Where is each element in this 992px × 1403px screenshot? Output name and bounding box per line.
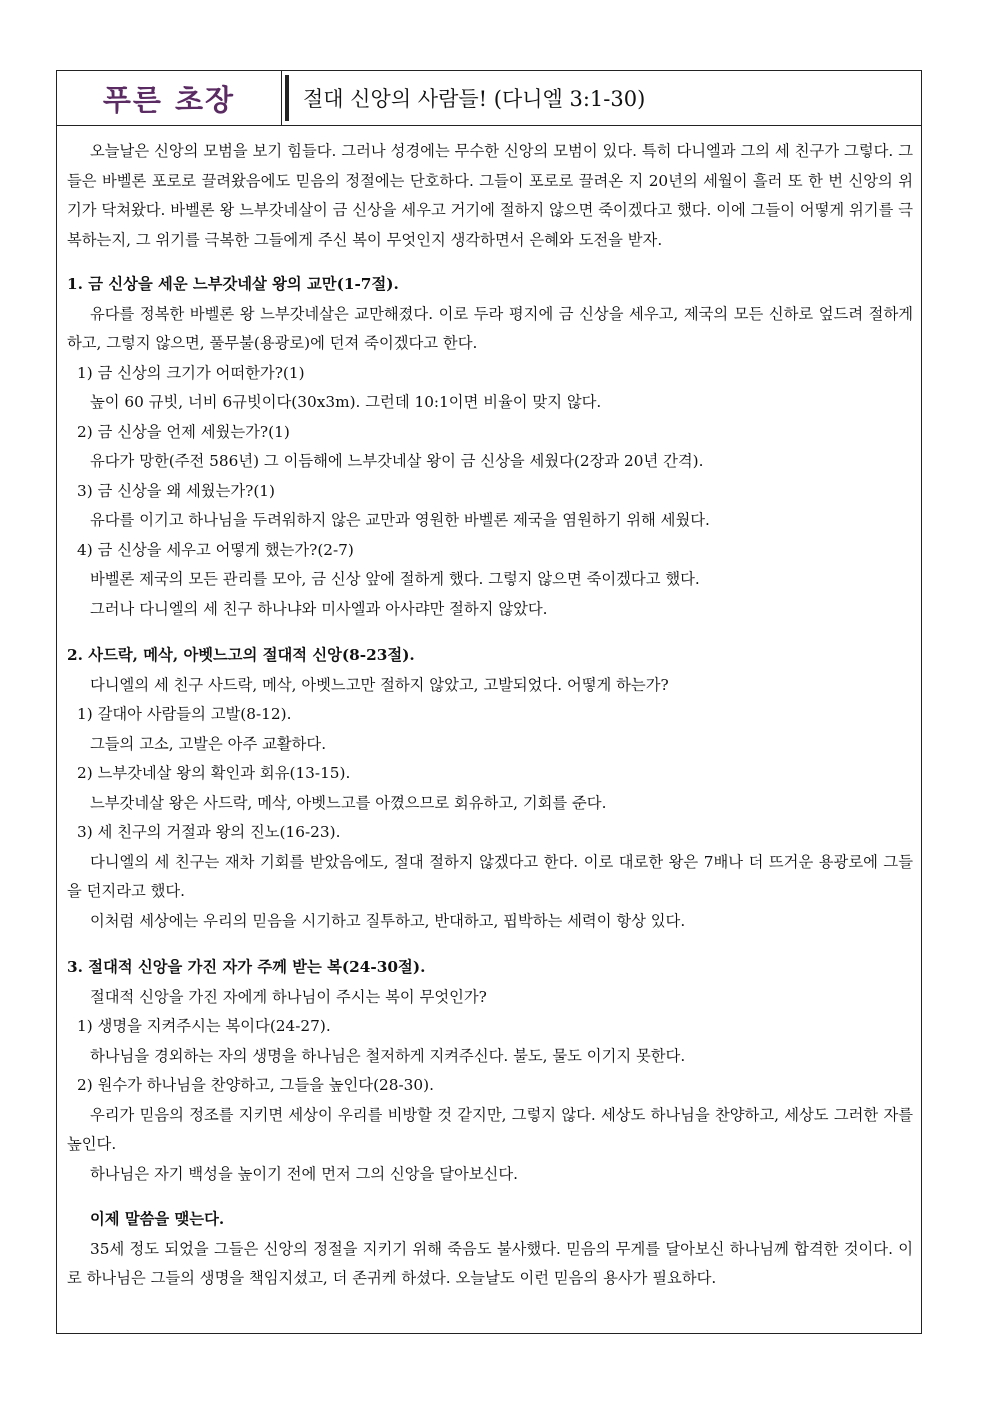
- sermon-title: 절대 신앙의 사람들! (다니엘 3:1-30): [303, 87, 646, 111]
- question-line: 1) 갈대아 사람들의 고발(8-12).: [77, 705, 292, 723]
- column-name: 푸른 초장: [57, 71, 282, 125]
- answer-line: 하나님을 경외하는 자의 생명을 하나님은 철저하게 지켜주신다. 불도, 물도 이기지 못한다.: [90, 1046, 686, 1065]
- question-line: 3) 세 친구의 거절과 왕의 진노(16-23).: [77, 823, 341, 841]
- answer-line: 그러나 다니엘의 세 친구 하나냐와 미사엘과 아사랴만 절하지 않았다.: [90, 599, 548, 618]
- section-heading: 3. 절대적 신앙을 가진 자가 주께 받는 복(24-30절).: [67, 958, 426, 976]
- question-line: 2) 원수가 하나님을 찬양하고, 그들을 높인다(28-30).: [77, 1076, 434, 1094]
- answer-line: 유다가 망한(주전 586년) 그 이듬해에 느부갓네살 왕이 금 신상을 세웠다(2장과 20년 간격).: [90, 452, 704, 470]
- header-divider-bar: [285, 75, 289, 121]
- answer-line: 이처럼 세상에는 우리의 믿음을 시기하고 질투하고, 반대하고, 핍박하는 세력이 항상 있다.: [90, 911, 686, 930]
- section-lead: 절대적 신앙을 가진 자에게 하나님이 주시는 복이 무엇인가?: [90, 987, 487, 1006]
- answer-line: 다니엘의 세 친구는 재차 기회를 받았음에도, 절대 절하지 않겠다고 한다. 이로 대로한 왕은 7배나 더 뜨거운 용광로에 그들을 던지라고 했다.: [67, 852, 913, 900]
- section-heading: 1. 금 신상을 세운 느부갓네살 왕의 교만(1-7절).: [67, 275, 399, 293]
- answer-line: 느부갓네살 왕은 사드락, 메삭, 아벳느고를 아꼈으므로 회유하고, 기회를 준다.: [90, 793, 607, 812]
- section-heading: 2. 사드락, 메삭, 아벳느고의 절대적 신앙(8-23절).: [67, 646, 415, 664]
- header: [57, 71, 921, 126]
- answer-line: 하나님은 자기 백성을 높이기 전에 먼저 그의 신앙을 달아보신다.: [90, 1164, 518, 1183]
- answer-line: 바벨론 제국의 모든 관리를 모아, 금 신상 앞에 절하게 했다. 그렇지 않으면 죽이겠다고 했다.: [90, 570, 700, 588]
- answer-line: 우리가 믿음의 정조를 지키면 세상이 우리를 비방할 것 같지만, 그렇지 않다. 세상도 하나님을 찬양하고, 세상도 그러한 자를 높인다.: [67, 1105, 913, 1153]
- answer-line: 유다를 이기고 하나님을 두려워하지 않은 교만과 영원한 바벨론 제국을 염원하기 위해 세웠다.: [90, 511, 710, 529]
- question-line: 2) 느부갓네살 왕의 확인과 회유(13-15).: [77, 764, 351, 782]
- answer-line: 높이 60 규빗, 너비 6규빗이다(30x3m). 그런데 10:1이면 비율이 맞지 않다.: [90, 393, 602, 411]
- conclusion-heading: 이제 말씀을 맺는다.: [90, 1210, 225, 1228]
- intro-paragraph: 오늘날은 신앙의 모범을 보기 힘들다. 그러나 성경에는 무수한 신앙의 모범이 있다. 특히 다니엘과 그의 세 친구가 그렇다. 그들은 바벨론 포로로 끌려왔음에도 믿음의 정절에는 단호하다. 그들이 포로로 끌려온 지 20년의 세월이 흘러 또 한 번 신앙의 위기가 닥쳐왔다. 바벨론 왕 느부갓네살이 금 신상을 세우고 거기에 절하지 않으면 죽이겠다고 했다. 이에 그들이 어떻게 위기를 극복하는지, 그 위기를 극복한 그들에게 주신 복이 무엇인지 생각하면서 은혜와 도전을 받자.: [67, 142, 914, 249]
- sermon-body: [67, 137, 913, 1294]
- section-lead: 다니엘의 세 친구 사드락, 메삭, 아벳느고만 절하지 않았고, 고발되었다. 어떻게 하는가?: [90, 675, 669, 694]
- question-line: 3) 금 신상을 왜 세웠는가?(1): [77, 481, 276, 500]
- section-lead: 유다를 정복한 바벨론 왕 느부갓네살은 교만해졌다. 이로 두라 평지에 금 신상을 세우고, 제국의 모든 신하로 엎드려 절하게 하고, 그렇지 않으면, 풀무불(용광로)에 던져 죽이겠다고 한다.: [67, 304, 913, 352]
- answer-line: 그들의 고소, 고발은 아주 교활하다.: [90, 734, 327, 753]
- question-line: 2) 금 신상을 언제 세웠는가?(1): [77, 422, 290, 441]
- question-line: 1) 생명을 지켜주시는 복이다(24-27).: [77, 1017, 331, 1035]
- question-line: 4) 금 신상을 세우고 어떻게 했는가?(2-7): [77, 540, 354, 559]
- question-line: 1) 금 신상의 크기가 어떠한가?(1): [77, 363, 305, 382]
- conclusion-paragraph: 35세 정도 되었을 그들은 신앙의 정절을 지키기 위해 죽음도 불사했다. 믿음의 무게를 달아보신 하나님께 합격한 것이다. 이로 하나님은 그들의 생명을 책임지셨고, 더 존귀케 하셨다. 오늘날도 이런 믿음의 용사가 필요하다.: [67, 1239, 913, 1287]
- bulletin-frame: [56, 70, 922, 1334]
